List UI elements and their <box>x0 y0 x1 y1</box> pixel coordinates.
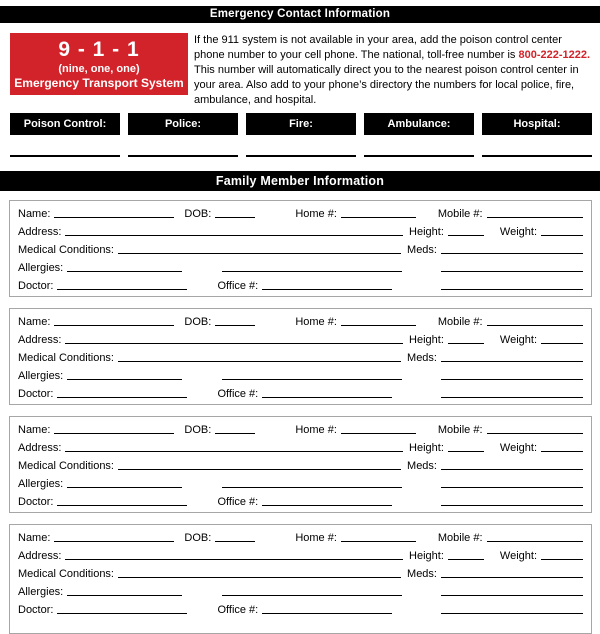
mobile-number-label: Mobile #: <box>437 316 483 328</box>
family-member-block <box>9 416 592 513</box>
mobile-number-field-line[interactable] <box>487 324 583 326</box>
weight-label: Weight: <box>499 550 537 562</box>
meds-field-line-2[interactable] <box>441 270 583 272</box>
contact-fields-row <box>10 154 592 157</box>
doctor-label: Doctor: <box>18 604 54 616</box>
address-label: Address: <box>18 550 62 562</box>
instructions-text-before: If the 911 system is not available in your area, add the poison control center phone number to your cell phone. The national, toll-free number is <box>194 34 562 61</box>
medical-conditions-label: Medical Conditions: <box>18 460 114 472</box>
family-member-list <box>9 200 592 634</box>
medical-conditions-row <box>18 564 583 582</box>
name-row <box>18 204 583 222</box>
home-number-field-line[interactable] <box>341 216 416 218</box>
911-number: 9 - 1 - 1 <box>58 38 140 61</box>
dob-field-line[interactable] <box>215 432 255 434</box>
office-number-label: Office #: <box>217 280 259 292</box>
family-section-title: Family Member Information <box>215 174 385 188</box>
poison-control-phone-number: 800-222-1222. <box>518 49 591 61</box>
meds-label: Meds: <box>407 244 437 256</box>
contact-field-line-poison-control[interactable] <box>10 154 120 157</box>
allergies-field-line-2[interactable] <box>222 270 402 272</box>
name-label: Name: <box>18 208 51 220</box>
address-field-line[interactable] <box>65 234 403 236</box>
name-label: Name: <box>18 532 51 544</box>
address-row <box>18 222 583 240</box>
address-field-line[interactable] <box>65 342 403 344</box>
emergency-section-header <box>0 6 600 23</box>
contact-labels-row <box>10 113 592 135</box>
contact-field-line-fire[interactable] <box>246 154 356 157</box>
allergies-row <box>18 366 583 384</box>
doctor-field-line[interactable] <box>57 612 187 614</box>
address-field-line[interactable] <box>65 450 403 452</box>
office-number-field-line[interactable] <box>262 612 392 614</box>
meds-field-line-3[interactable] <box>441 396 583 398</box>
meds-field-line-2[interactable] <box>441 594 583 596</box>
weight-label: Weight: <box>499 334 537 346</box>
family-section-header <box>0 171 600 191</box>
doctor-row <box>18 384 583 402</box>
allergies-field-line-2[interactable] <box>222 486 402 488</box>
meds-field-line-2[interactable] <box>441 486 583 488</box>
weight-label: Weight: <box>499 442 537 454</box>
meds-label: Meds: <box>407 568 437 580</box>
911-box <box>10 33 188 95</box>
name-row <box>18 528 583 546</box>
weight-field-line[interactable] <box>541 234 583 236</box>
home-number-label: Home #: <box>295 532 337 544</box>
doctor-field-line[interactable] <box>57 288 187 290</box>
address-label: Address: <box>18 442 62 454</box>
medical-conditions-field-line[interactable] <box>118 576 401 578</box>
mobile-number-field-line[interactable] <box>487 216 583 218</box>
name-field-line[interactable] <box>54 216 174 218</box>
allergies-field-line[interactable] <box>67 486 182 488</box>
height-label: Height: <box>409 550 444 562</box>
office-number-label: Office #: <box>217 496 259 508</box>
dob-field-line[interactable] <box>215 216 255 218</box>
office-number-label: Office #: <box>217 388 259 400</box>
name-field-line[interactable] <box>54 540 174 542</box>
mobile-number-field-line[interactable] <box>487 432 583 434</box>
home-number-label: Home #: <box>295 316 337 328</box>
meds-label: Meds: <box>407 352 437 364</box>
meds-field-line-3[interactable] <box>441 612 583 614</box>
contact-field-line-hospital[interactable] <box>482 154 592 157</box>
height-field-line[interactable] <box>448 342 484 344</box>
address-field-line[interactable] <box>65 558 403 560</box>
office-number-field-line[interactable] <box>262 396 392 398</box>
office-number-field-line[interactable] <box>262 504 392 506</box>
address-row <box>18 438 583 456</box>
allergies-field-line[interactable] <box>67 594 182 596</box>
dob-field-line[interactable] <box>215 540 255 542</box>
doctor-field-line[interactable] <box>57 396 187 398</box>
intro-section <box>10 33 592 108</box>
office-number-field-line[interactable] <box>262 288 392 290</box>
contact-label-hospital: Hospital: <box>482 113 592 135</box>
office-number-label: Office #: <box>217 604 259 616</box>
doctor-label: Doctor: <box>18 388 54 400</box>
mobile-number-label: Mobile #: <box>437 424 483 436</box>
instructions-text-after: This number will automatically direct you to the nearest poison control center in your area. Also add to your phone’s directory the numbers for local police, fire, ambulance, and hospital. <box>194 64 579 106</box>
name-field-line[interactable] <box>54 324 174 326</box>
allergies-label: Allergies: <box>18 586 64 598</box>
allergies-field-line[interactable] <box>67 270 182 272</box>
doctor-row <box>18 492 583 510</box>
dob-label: DOB: <box>184 316 212 328</box>
address-label: Address: <box>18 226 62 238</box>
address-label: Address: <box>18 334 62 346</box>
contact-field-line-ambulance[interactable] <box>364 154 474 157</box>
medical-conditions-row <box>18 456 583 474</box>
contact-label-poison-control: Poison Control: <box>10 113 120 135</box>
medical-conditions-label: Medical Conditions: <box>18 568 114 580</box>
address-row <box>18 330 583 348</box>
address-row <box>18 546 583 564</box>
allergies-label: Allergies: <box>18 262 64 274</box>
height-label: Height: <box>409 334 444 346</box>
medical-conditions-field-line[interactable] <box>118 468 401 470</box>
meds-field-line[interactable] <box>441 576 583 578</box>
mobile-number-label: Mobile #: <box>437 532 483 544</box>
doctor-row <box>18 276 583 294</box>
name-row <box>18 420 583 438</box>
poison-control-instructions <box>194 33 592 108</box>
home-number-label: Home #: <box>295 424 337 436</box>
home-number-field-line[interactable] <box>341 432 416 434</box>
family-member-block <box>9 308 592 405</box>
contact-label-fire: Fire: <box>246 113 356 135</box>
meds-field-line-2[interactable] <box>441 378 583 380</box>
dob-field-line[interactable] <box>215 324 255 326</box>
family-member-block <box>9 200 592 297</box>
name-row <box>18 312 583 330</box>
medical-conditions-row <box>18 240 583 258</box>
weight-field-line[interactable] <box>541 342 583 344</box>
height-label: Height: <box>409 226 444 238</box>
height-field-line[interactable] <box>448 450 484 452</box>
allergies-field-line-2[interactable] <box>222 594 402 596</box>
dob-label: DOB: <box>184 208 212 220</box>
medical-conditions-label: Medical Conditions: <box>18 352 114 364</box>
doctor-label: Doctor: <box>18 496 54 508</box>
height-field-line[interactable] <box>448 558 484 560</box>
meds-field-line-3[interactable] <box>441 288 583 290</box>
mobile-number-label: Mobile #: <box>437 208 483 220</box>
weight-label: Weight: <box>499 226 537 238</box>
medical-conditions-row <box>18 348 583 366</box>
dob-label: DOB: <box>184 424 212 436</box>
weight-field-line[interactable] <box>541 450 583 452</box>
name-field-line[interactable] <box>54 432 174 434</box>
home-number-field-line[interactable] <box>341 540 416 542</box>
mobile-number-field-line[interactable] <box>487 540 583 542</box>
meds-field-line[interactable] <box>441 468 583 470</box>
contact-label-police: Police: <box>128 113 238 135</box>
dob-label: DOB: <box>184 532 212 544</box>
height-field-line[interactable] <box>448 234 484 236</box>
medical-conditions-field-line[interactable] <box>118 252 401 254</box>
meds-field-line[interactable] <box>441 360 583 362</box>
height-label: Height: <box>409 442 444 454</box>
allergies-field-line-2[interactable] <box>222 378 402 380</box>
911-words: (nine, one, one) <box>58 63 140 75</box>
home-number-field-line[interactable] <box>341 324 416 326</box>
medical-conditions-label: Medical Conditions: <box>18 244 114 256</box>
home-number-label: Home #: <box>295 208 337 220</box>
allergies-field-line[interactable] <box>67 378 182 380</box>
family-member-block <box>9 524 592 634</box>
emergency-section-title: Emergency Contact Information <box>209 8 391 20</box>
name-label: Name: <box>18 316 51 328</box>
contact-field-line-police[interactable] <box>128 154 238 157</box>
medical-conditions-field-line[interactable] <box>118 360 401 362</box>
meds-field-line-3[interactable] <box>441 504 583 506</box>
allergies-row <box>18 258 583 276</box>
contact-label-ambulance: Ambulance: <box>364 113 474 135</box>
911-system-label: Emergency Transport System <box>14 76 184 90</box>
doctor-row <box>18 600 583 618</box>
meds-label: Meds: <box>407 460 437 472</box>
allergies-row <box>18 474 583 492</box>
allergies-label: Allergies: <box>18 370 64 382</box>
doctor-label: Doctor: <box>18 280 54 292</box>
emergency-form-page <box>0 6 600 634</box>
name-label: Name: <box>18 424 51 436</box>
doctor-field-line[interactable] <box>57 504 187 506</box>
weight-field-line[interactable] <box>541 558 583 560</box>
allergies-row <box>18 582 583 600</box>
meds-field-line[interactable] <box>441 252 583 254</box>
allergies-label: Allergies: <box>18 478 64 490</box>
